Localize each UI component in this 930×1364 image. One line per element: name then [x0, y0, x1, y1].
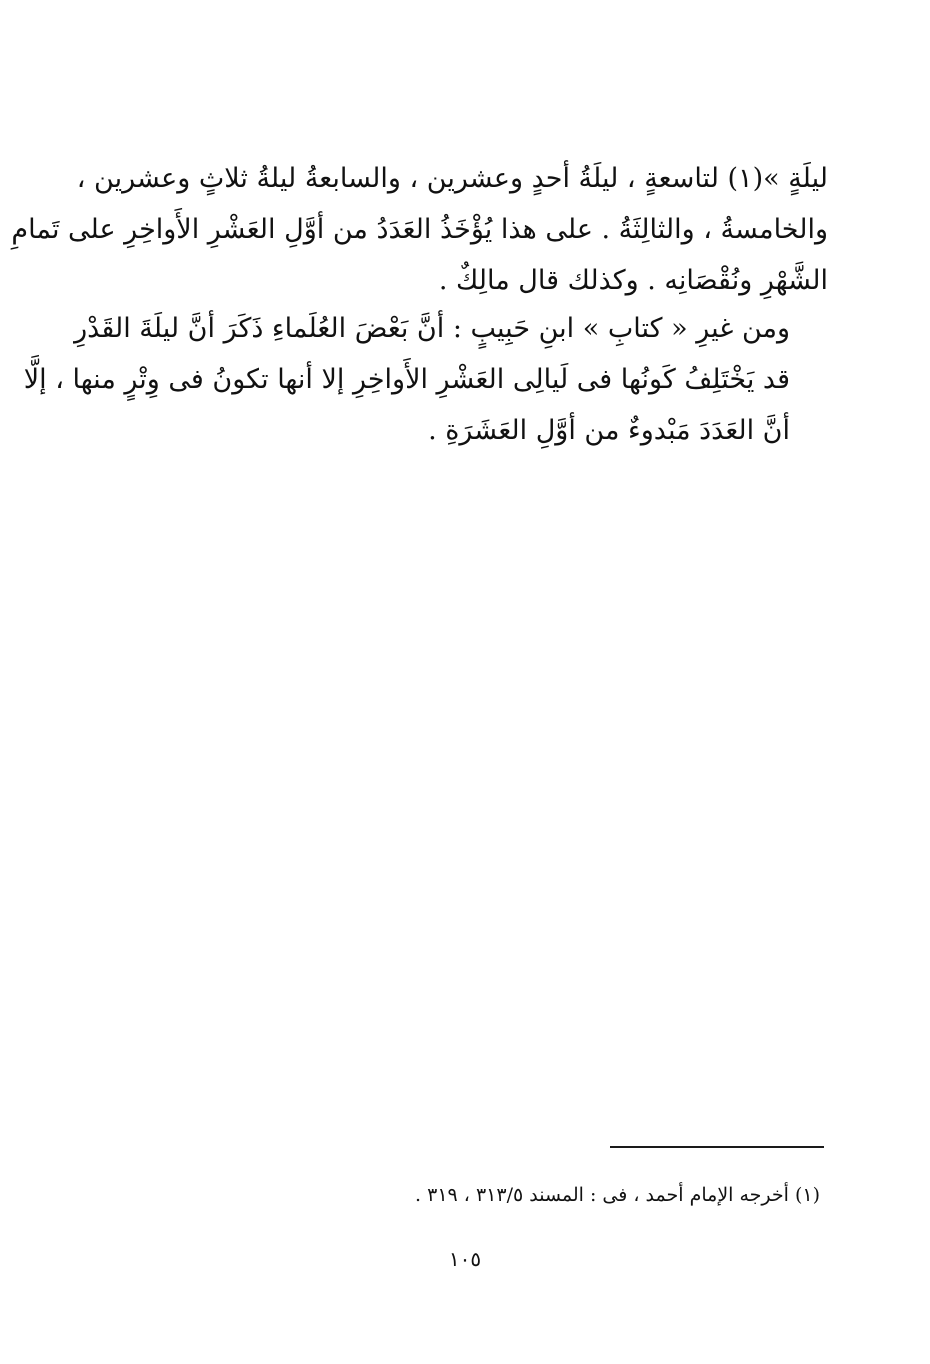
paragraph-1-line-1: ليلَةٍ »(١) لتاسعةٍ ، ليلَةُ أحدٍ وعشرين ، والسابعةُ ليلةُ ثلاثٍ وعشرين ، — [76, 163, 828, 194]
paragraph-2-line-2: قد يَخْتَلِفُ كَونُها فى لَيالِى العَشْرِ الأَواخِرِ إلا أنها تكونُ فى وِتْرٍ منها ، إلَّا — [23, 364, 790, 395]
paragraph-2-line-1: ومن غيرِ « كتابِ » ابنِ حَبِيبٍ : أنَّ بَعْضَ العُلَماءِ ذَكَرَ أنَّ ليلَةَ القَدْرِ — [74, 313, 790, 344]
paragraph-2-line-3: أنَّ العَدَدَ مَبْدوءٌ من أوَّلِ العَشَرَةِ . — [428, 415, 790, 446]
paragraph-1 — [11, 153, 828, 306]
paragraph-2 — [23, 303, 828, 456]
paragraph-1-line-3: الشَّهْرِ ونُقْصَانِه . وكذلك قال مالِكٌ . — [438, 265, 828, 296]
paragraph-1-line-2: والخامسةُ ، والثالِثَةُ . على هذا يُؤْخَذُ العَدَدُ من أوَّلِ العَشْرِ الأَواخِرِ على تَمامِ — [11, 214, 828, 245]
footnote-separator — [610, 1146, 824, 1148]
footnote: (١) أخرجه الإمام أحمد ، فى : المسند ٣١٣/٥ ، ٣١٩ . — [415, 1184, 820, 1206]
page-number: ١٠٥ — [448, 1247, 482, 1271]
